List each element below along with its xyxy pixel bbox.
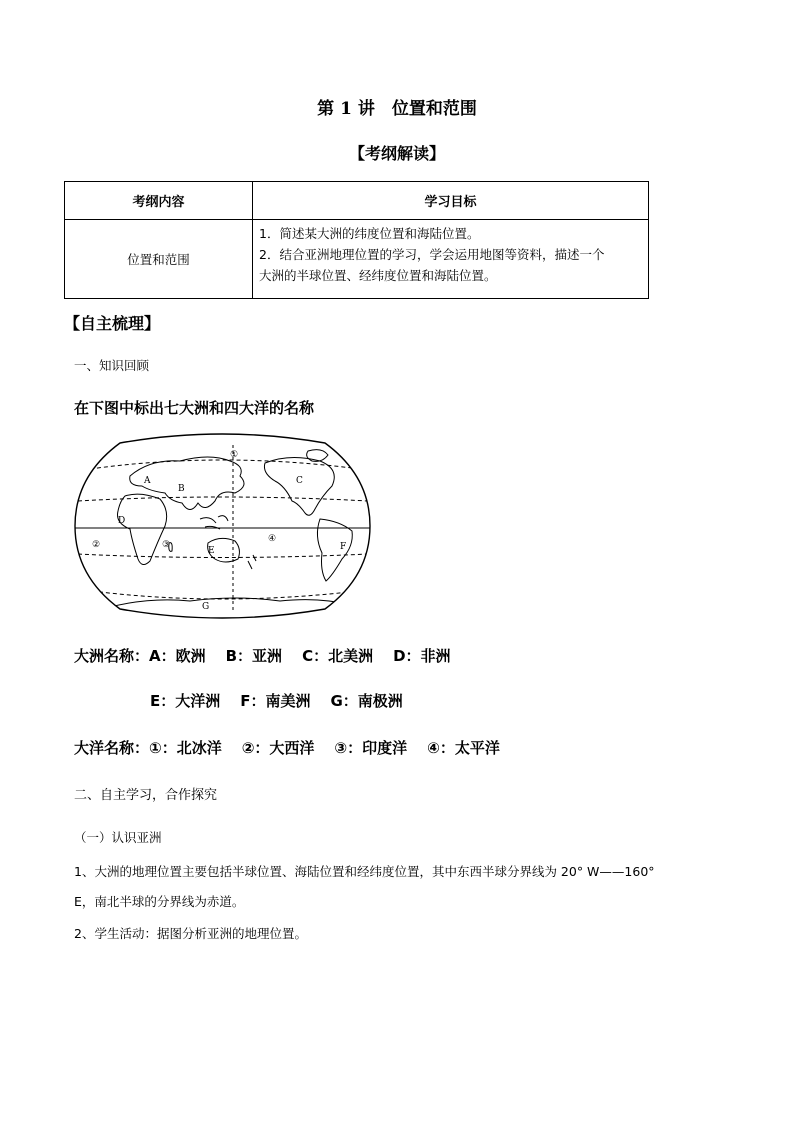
map-frame — [75, 434, 370, 618]
continent-answers-line2 — [150, 690, 403, 711]
table-header-content: 考纲内容 — [65, 182, 253, 220]
map-label-ocean2: ② — [92, 540, 101, 550]
para1-line1: 1、大洲的地理位置主要包括半球位置、海陆位置和经纬度位置，其中东西半球分界线为 20° W——160° — [74, 864, 655, 879]
ocean-item: ②：大西洋 — [241, 739, 315, 757]
outline-table — [64, 181, 649, 299]
continent-item: A：欧洲 — [149, 647, 206, 665]
continent-item: B：亚洲 — [225, 647, 283, 665]
continent-item: F：南美洲 — [240, 692, 311, 710]
section-heading: 【自主梳理】 — [64, 314, 161, 333]
ocean-prefix: 大洋名称： — [74, 739, 150, 757]
map-label-c: C — [296, 476, 303, 486]
map-label-f: F — [340, 542, 347, 552]
map-label-ocean1: ① — [230, 450, 239, 460]
part2-title: 二、自主学习，合作探究 — [74, 788, 218, 803]
continent-item: D：非洲 — [393, 647, 451, 665]
continent-item: C：北美洲 — [302, 647, 374, 665]
map-label-e: E — [208, 546, 215, 556]
ocean-item: ③：印度洋 — [334, 739, 408, 757]
goal-line: 2．结合亚洲地理位置的学习，学会运用地图等资料，描述一个 — [259, 247, 605, 262]
goal-line: 大洲的半球位置、经纬度位置和海陆位置。 — [259, 268, 497, 283]
ocean-answers-line — [74, 737, 500, 758]
map-label-ocean3: ③ — [162, 540, 171, 550]
map-label-b: B — [178, 484, 185, 494]
para1-line2: E，南北半球的分界线为赤道。 — [74, 894, 245, 909]
outline-heading: 【考纲解读】 — [348, 144, 445, 163]
map-instruction: 在下图中标出七大洲和四大洋的名称 — [74, 399, 315, 417]
page-title: 第 1 讲 位置和范围 — [317, 99, 477, 119]
map-label-g: G — [202, 602, 210, 612]
table-header-goals: 学习目标 — [253, 182, 649, 220]
continent-item: E：大洋洲 — [150, 692, 221, 710]
sub1-title: （一）认识亚洲 — [74, 830, 162, 845]
continent-answers-line1 — [74, 645, 451, 666]
para2: 2、学生活动：据图分析亚洲的地理位置。 — [74, 926, 307, 941]
map-label-d: D — [118, 516, 126, 526]
table-row-label: 位置和范围 — [65, 220, 253, 299]
goal-line: 1．简述某大洲的纬度位置和海陆位置。 — [259, 226, 480, 241]
world-map — [70, 431, 375, 621]
map-label-a: A — [144, 476, 151, 486]
table-goals-cell — [253, 220, 649, 299]
ocean-item: ①：北冰洋 — [149, 739, 222, 757]
part1-title: 一、知识回顾 — [74, 358, 150, 373]
map-label-ocean4: ④ — [268, 534, 277, 544]
continent-item: G：南极洲 — [330, 692, 403, 710]
ocean-item: ④：太平洋 — [427, 739, 500, 757]
continent-prefix: 大洲名称： — [74, 647, 150, 665]
